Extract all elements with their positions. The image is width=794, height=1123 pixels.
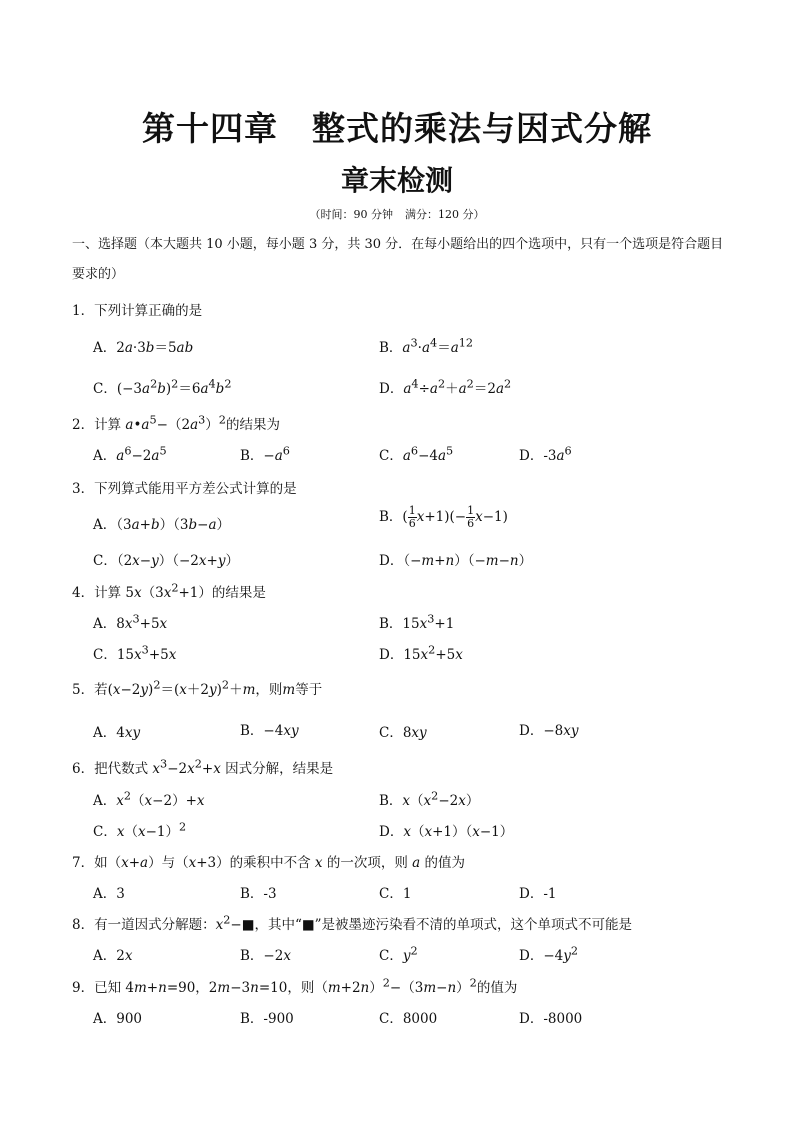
chapter-name: 整式的乘法与因式分解 — [312, 109, 652, 148]
section-heading: 一、选择题（本大题共 10 小题，每小题 3 分，共 30 分．在每小题给出的四个选项中，只有一个选项是符合题目要求的） — [72, 237, 724, 282]
q1-option-b: B．$a^3\cdot a^4=a^{12}$ — [379, 336, 474, 356]
q6-option-b: B．$x(x^2-2x)$ — [379, 789, 480, 809]
q3-option-a: A．（3a+b）（3b−a） — [93, 517, 230, 533]
q2-option-c: C．$a^6-4a^5$ — [379, 444, 454, 464]
q1-option-d: D．$a^4\div a^2+a^2=2a^2$ — [379, 377, 512, 397]
q5-option-b: B．−4xy — [240, 723, 299, 739]
subtitle: 章末检测 — [340, 164, 453, 197]
question-4: 4．计算 $5x(3x^2+1)$的结果是 — [72, 581, 266, 601]
q2-option-b: B．$-a^6$ — [240, 444, 290, 464]
question-6: 6．把代数式 $x^3-2x^2+x$ 因式分解，结果是 — [72, 757, 334, 777]
question-7: 7．如（x+a）与（x+3）的乘积中不含 x 的一次项，则 a 的值为 — [72, 855, 465, 871]
q2-option-a: A．$a^6-2a^5$ — [93, 444, 167, 464]
q8-option-d: D．$-4y^2$ — [519, 944, 579, 964]
q7-option-c: C．1 — [379, 886, 412, 902]
q6-option-a: A．$x^2(x-2)+x$ — [93, 789, 205, 809]
q5-option-d: D．−8xy — [519, 723, 579, 739]
q4-option-a: A．$8x^3+5x$ — [93, 612, 168, 632]
question-5: 5．若$(x-2y)^2=(x+2y)^2+m$，则m等于 — [72, 678, 323, 698]
question-2: 2．计算 $a•a^5-(2a^3)^2$的结果为 — [72, 413, 280, 433]
q4-option-b: B．$15x^3+1$ — [379, 612, 455, 632]
question-1: 1．下列计算正确的是 — [72, 303, 203, 319]
q9-option-d: D．-8000 — [519, 1011, 583, 1027]
question-9: 9．已知 4m+n=90，2m−3n=10，则$(m+2n)^2-(3m-n)^2$的值为 — [72, 976, 518, 996]
q6-option-d: D．x（x+1）（x−1） — [379, 824, 514, 840]
fraction: $\frac{1}{6}$ — [467, 504, 475, 530]
time-label: （时间：90 分钟 — [309, 208, 393, 221]
q6-option-c: C．$x(x-1)^2$ — [93, 820, 187, 840]
score-label: 满分：120 分） — [405, 208, 485, 221]
q9-option-c: C．8000 — [379, 1011, 438, 1027]
chapter-number: 第十四章 — [142, 109, 278, 148]
q4-option-d: D．$15x^2+5x$ — [379, 643, 463, 663]
q9-option-b: B．-900 — [240, 1011, 294, 1027]
q7-option-b: B．-3 — [240, 886, 277, 902]
q5-option-c: C．8xy — [379, 725, 427, 741]
q8-option-c: C．$y^2$ — [379, 944, 418, 964]
q5-option-a: A．4xy — [93, 725, 141, 741]
q1-option-c: C．$(-3a^2b)^2=6a^4b^2$ — [93, 377, 232, 397]
q3-option-c: C．（2x−y）（−2x+y） — [93, 553, 239, 569]
q9-option-a: A．900 — [93, 1011, 143, 1027]
chapter-title — [0, 103, 794, 150]
question-8: 8．有一道因式分解题：$x^2-■$，其中“■”是被墨迹污染看不清的单项式，这个单项式不可能是 — [72, 913, 633, 933]
time-score-info — [0, 206, 794, 222]
fraction: $\frac{1}{6}$ — [408, 504, 416, 530]
question-3: 3．下列算式能用平方差公式计算的是 — [72, 481, 297, 497]
q3-option-d: D．（−m+n）（−m−n） — [379, 553, 533, 569]
q4-option-c: C．$15x^3+5x$ — [93, 643, 177, 663]
q7-option-d: D．-1 — [519, 886, 557, 902]
q8-option-b: B．−2x — [240, 948, 291, 964]
q1-option-a: A．2a·3b＝5ab — [93, 340, 194, 356]
q3-option-b: B．( $\frac{1}{6}$ x+1)(− $\frac{1}{6}$ x−1) — [379, 504, 508, 530]
q8-option-a: A．2x — [93, 948, 133, 964]
q7-option-a: A．3 — [93, 886, 125, 902]
q2-option-d: D．$-3a^6$ — [519, 444, 572, 464]
